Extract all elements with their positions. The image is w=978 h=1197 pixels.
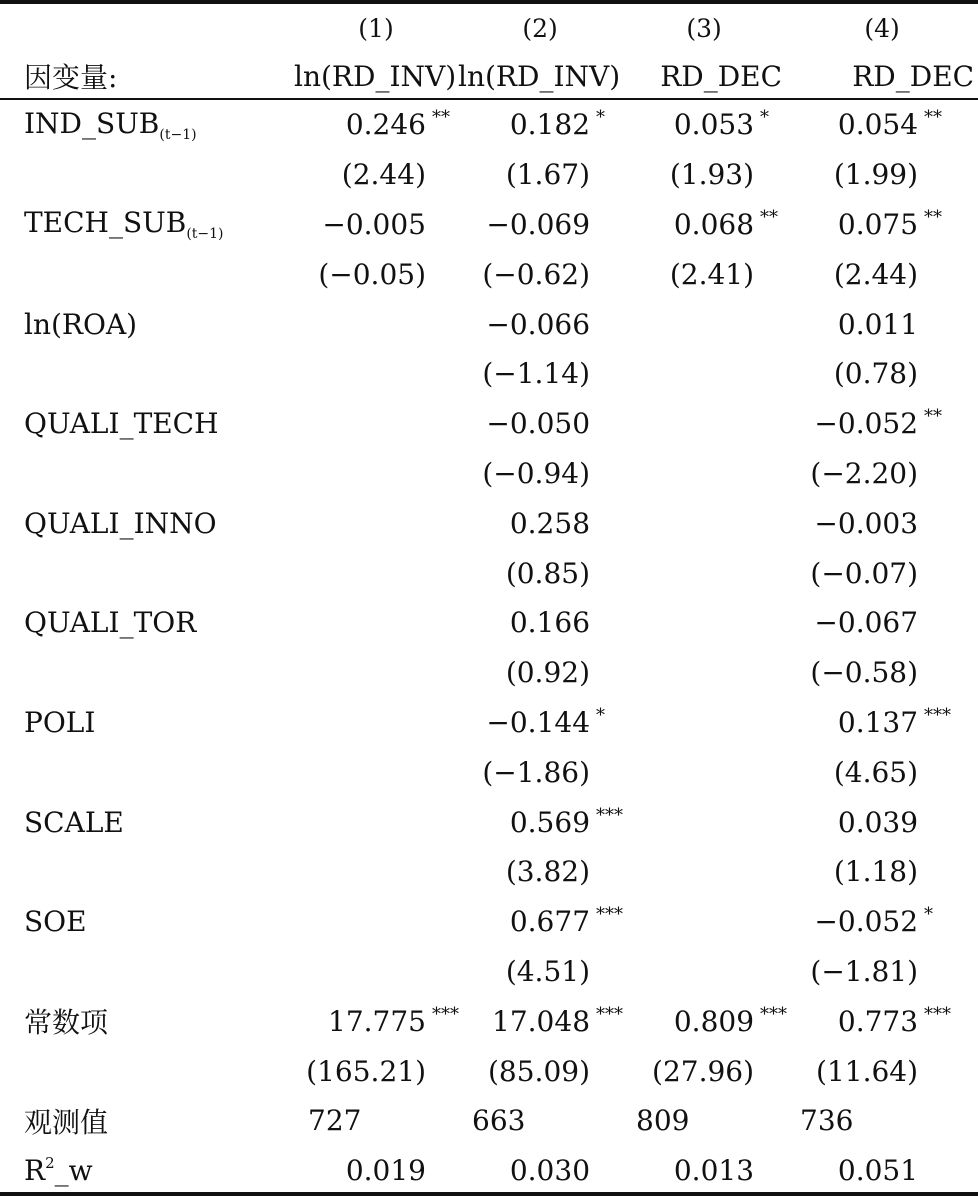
variable-name: ln(ROA) [24, 307, 138, 341]
spacer-cell [756, 150, 786, 200]
coefficient-value [622, 399, 756, 449]
t-statistic-value [622, 548, 756, 598]
significance-stars: *** [596, 804, 624, 826]
blank-label [0, 847, 294, 897]
significance-stars [756, 598, 786, 648]
coefficient-row [0, 598, 978, 648]
significance-stars [756, 797, 786, 847]
significance-stars: *** [924, 704, 952, 726]
significance-stars [428, 797, 458, 847]
t-statistic-row [0, 150, 978, 200]
spacer-cell [592, 847, 622, 897]
coefficient-row [0, 200, 978, 250]
column-number: (2) [522, 13, 558, 43]
r-squared-value: 0.019 [345, 1154, 426, 1188]
significance-stars [428, 100, 458, 150]
coefficient-value: 0.039 [837, 805, 919, 839]
spacer-cell [592, 150, 622, 200]
significance-stars [428, 399, 458, 449]
spacer-cell [920, 1146, 978, 1196]
significance-stars: *** [760, 1003, 788, 1025]
variable-label [0, 598, 294, 648]
coefficient-row [0, 797, 978, 847]
r-squared-symbol: R [24, 1154, 46, 1188]
t-statistic-value: (0.78) [833, 357, 919, 391]
t-statistic-value: (4.51) [505, 954, 591, 988]
blank-label [0, 349, 294, 399]
spacer-cell [920, 648, 978, 698]
variable-label [0, 498, 294, 548]
spacer-cell [428, 1046, 458, 1096]
coefficient-value [622, 598, 756, 648]
spacer-cell [756, 947, 786, 997]
spacer-cell [920, 747, 978, 797]
dependent-variable-label: 因变量: [24, 61, 118, 94]
spacer-cell [592, 449, 622, 499]
significance-stars [756, 498, 786, 548]
coefficient-row [0, 100, 978, 150]
observations-value: 727 [308, 1104, 362, 1138]
t-statistic-value [294, 349, 428, 399]
significance-stars [920, 399, 978, 449]
significance-stars [920, 598, 978, 648]
dependent-variable-name: RD_DEC [852, 59, 975, 93]
coefficient-value: 0.068 [673, 207, 755, 241]
spacer-cell [428, 847, 458, 897]
variable-lag-subscript: (t−1) [159, 126, 197, 143]
t-statistic-value: (−0.05) [318, 257, 426, 291]
spacer-cell [756, 1146, 786, 1196]
coefficient-value [622, 698, 756, 748]
observations-value: 663 [472, 1104, 526, 1138]
t-statistic-value: (2.44) [833, 257, 919, 291]
significance-stars [592, 897, 622, 947]
t-statistic-row [0, 947, 978, 997]
spacer-cell [756, 847, 786, 897]
t-statistic-row [0, 548, 978, 598]
spacer-cell [920, 947, 978, 997]
variable-label [0, 797, 294, 847]
significance-stars: *** [924, 1003, 952, 1025]
t-statistic-row [0, 847, 978, 897]
spacer-cell [428, 947, 458, 997]
coefficient-row [0, 498, 978, 548]
variable-label [0, 200, 294, 250]
spacer-cell [428, 150, 458, 200]
spacer-cell [920, 150, 978, 200]
t-statistic-value: (−1.86) [482, 755, 591, 789]
coefficient-value: −0.050 [486, 407, 591, 441]
spacer-cell [756, 249, 786, 299]
coefficient-value: −0.005 [322, 207, 426, 241]
coefficient-value: 0.258 [509, 506, 591, 540]
spacer-cell [592, 1046, 622, 1096]
spacer-cell [428, 349, 458, 399]
variable-name: POLI [24, 705, 96, 739]
t-statistic-value: (85.09) [488, 1054, 591, 1088]
dependent-variable-row [0, 52, 978, 100]
t-statistic-value [622, 747, 756, 797]
blank-label [0, 449, 294, 499]
significance-stars: *** [596, 904, 624, 926]
significance-stars [592, 498, 622, 548]
variable-lag-subscript: (t−1) [186, 226, 224, 243]
t-statistic-value [294, 847, 428, 897]
t-statistic-value [622, 847, 756, 897]
t-statistic-value: (−0.62) [482, 257, 591, 291]
spacer-cell [428, 548, 458, 598]
t-statistic-value [294, 947, 428, 997]
blank-label [0, 548, 294, 598]
significance-stars: *** [596, 1003, 624, 1025]
significance-stars [920, 897, 978, 947]
coefficient-value: 0.809 [673, 1004, 755, 1038]
coefficient-value [294, 698, 428, 748]
significance-stars: * [760, 107, 770, 129]
significance-stars [428, 996, 458, 1046]
t-statistic-value: (11.64) [816, 1054, 919, 1088]
coefficient-value: 0.246 [345, 108, 426, 142]
significance-stars [592, 399, 622, 449]
significance-stars [592, 200, 622, 250]
significance-stars [592, 100, 622, 150]
significance-stars: *** [432, 1003, 459, 1025]
variable-name: 常数项 [24, 1006, 109, 1040]
significance-stars [428, 200, 458, 250]
significance-stars: * [596, 704, 606, 726]
spacer-cell [920, 548, 978, 598]
coefficient-value [622, 797, 756, 847]
significance-stars [428, 698, 458, 748]
t-statistic-row [0, 1046, 978, 1096]
significance-stars [920, 299, 978, 349]
t-statistic-value: (−0.07) [810, 556, 919, 590]
variable-name: TECH_SUB [24, 206, 187, 240]
t-statistic-row [0, 449, 978, 499]
t-statistic-value: (−1.14) [482, 357, 591, 391]
significance-stars [756, 200, 786, 250]
observations-value: 809 [636, 1104, 690, 1138]
coefficient-value [294, 399, 428, 449]
dependent-variable-name: ln(RD_INV) [294, 59, 457, 93]
coefficient-row [0, 399, 978, 449]
spacer-cell [592, 747, 622, 797]
t-statistic-value: (2.41) [669, 257, 755, 291]
t-statistic-value: (2.44) [341, 158, 426, 192]
significance-stars: ** [760, 206, 779, 228]
t-statistic-value: (−2.20) [810, 456, 919, 490]
t-statistic-value: (−0.94) [482, 456, 591, 490]
significance-stars [428, 897, 458, 947]
significance-stars [756, 399, 786, 449]
variable-name: QUALI_INNO [24, 506, 217, 540]
coefficient-value: 0.137 [837, 705, 919, 739]
coefficient-value: 0.011 [837, 307, 919, 341]
t-statistic-value [622, 648, 756, 698]
coefficient-value [294, 598, 428, 648]
significance-stars [592, 996, 622, 1046]
t-statistic-value [294, 648, 428, 698]
column-number: (1) [358, 13, 394, 43]
significance-stars [592, 299, 622, 349]
coefficient-value: −0.052 [814, 407, 919, 441]
spacer-cell [428, 648, 458, 698]
t-statistic-value: (1.93) [669, 158, 755, 192]
variable-name: QUALI_TOR [24, 606, 197, 640]
significance-stars [920, 100, 978, 150]
spacer-cell [920, 847, 978, 897]
spacer-cell [592, 648, 622, 698]
spacer-cell [756, 349, 786, 399]
significance-stars: ** [924, 406, 943, 428]
coefficient-value: −0.144 [486, 705, 591, 739]
r-squared-value: 0.013 [673, 1154, 755, 1188]
variable-label [0, 100, 294, 150]
t-statistic-value: (1.67) [505, 158, 591, 192]
spacer-cell [592, 548, 622, 598]
spacer-cell [920, 249, 978, 299]
spacer-cell [920, 349, 978, 399]
significance-stars: * [596, 107, 606, 129]
significance-stars [756, 897, 786, 947]
significance-stars [756, 299, 786, 349]
observations-row [0, 1096, 978, 1146]
variable-name: QUALI_TECH [24, 407, 219, 441]
t-statistic-value: (−1.81) [810, 954, 919, 988]
t-statistic-value: (0.85) [505, 556, 591, 590]
coefficient-value: −0.052 [814, 905, 919, 939]
spacer-cell [428, 747, 458, 797]
t-statistic-row [0, 747, 978, 797]
significance-stars [920, 498, 978, 548]
coefficient-value: 0.677 [509, 905, 591, 939]
coefficient-value: 0.773 [837, 1004, 919, 1038]
t-statistic-value [622, 349, 756, 399]
significance-stars [428, 299, 458, 349]
coefficient-value: 0.053 [673, 108, 755, 142]
blank-label [0, 249, 294, 299]
t-statistic-value: (4.65) [833, 755, 919, 789]
r-squared-suffix: _w [54, 1154, 93, 1188]
significance-stars [428, 498, 458, 548]
t-statistic-value: (0.92) [505, 656, 591, 690]
spacer-cell [756, 1046, 786, 1096]
observations-value: 736 [800, 1104, 854, 1138]
variable-label [0, 897, 294, 947]
t-statistic-value: (1.18) [833, 855, 919, 889]
spacer-cell [428, 449, 458, 499]
t-statistic-value [294, 548, 428, 598]
significance-stars [428, 598, 458, 648]
spacer-cell [756, 747, 786, 797]
significance-stars [920, 698, 978, 748]
t-statistic-value: (3.82) [505, 855, 591, 889]
significance-stars [756, 100, 786, 150]
r-squared-label [0, 1146, 294, 1196]
spacer-cell [428, 1146, 458, 1196]
variable-name: SOE [24, 905, 87, 939]
coefficient-value: −0.067 [814, 606, 919, 640]
coefficient-value: 17.048 [492, 1004, 591, 1038]
variable-label [0, 996, 294, 1046]
spacer-cell [592, 1146, 622, 1196]
dependent-variable-name: RD_DEC [660, 59, 783, 93]
coefficient-value: 0.182 [509, 108, 591, 142]
t-statistic-value [622, 947, 756, 997]
coefficient-row [0, 698, 978, 748]
significance-stars [920, 996, 978, 1046]
spacer-cell [592, 947, 622, 997]
coefficient-value [622, 897, 756, 947]
t-statistic-value: (1.99) [833, 158, 919, 192]
coefficient-value [294, 299, 428, 349]
coefficient-value [622, 498, 756, 548]
variable-label [0, 299, 294, 349]
significance-stars [920, 200, 978, 250]
blank-label [0, 150, 294, 200]
t-statistic-value [294, 449, 428, 499]
blank-label [0, 648, 294, 698]
coefficient-value: −0.003 [814, 506, 919, 540]
t-statistic-value [294, 747, 428, 797]
spacer-cell [920, 1046, 978, 1096]
spacer-cell [592, 349, 622, 399]
significance-stars: * [924, 904, 934, 926]
significance-stars: ** [924, 206, 943, 228]
t-statistic-value: (−0.58) [810, 656, 919, 690]
spacer-cell [920, 449, 978, 499]
coefficient-row [0, 299, 978, 349]
r-squared-value: 0.051 [837, 1154, 919, 1188]
spacer-cell [756, 449, 786, 499]
column-number: (4) [864, 13, 900, 43]
coefficient-value: −0.066 [486, 307, 591, 341]
t-statistic-value: (27.96) [652, 1054, 755, 1088]
spacer-cell [428, 249, 458, 299]
variable-name: SCALE [24, 805, 124, 839]
coefficient-value [294, 797, 428, 847]
coefficient-value: 0.054 [837, 108, 919, 142]
coefficient-value [622, 299, 756, 349]
significance-stars [756, 698, 786, 748]
dependent-variable-name: ln(RD_INV) [458, 59, 621, 93]
coefficient-value: 0.075 [837, 207, 919, 241]
blank-label [0, 747, 294, 797]
coefficient-row [0, 897, 978, 947]
significance-stars [920, 797, 978, 847]
variable-label [0, 698, 294, 748]
column-number-row [0, 0, 978, 52]
r-squared-row [0, 1146, 978, 1196]
column-number: (3) [686, 13, 722, 43]
t-statistic-value [622, 449, 756, 499]
coefficient-row [0, 996, 978, 1046]
blank-label [0, 1046, 294, 1096]
variable-label [0, 399, 294, 449]
significance-stars [756, 996, 786, 1046]
significance-stars [592, 797, 622, 847]
coefficient-value: 17.775 [328, 1004, 426, 1038]
significance-stars: ** [924, 107, 943, 129]
coefficient-value [294, 897, 428, 947]
coefficient-value: −0.069 [486, 207, 591, 241]
significance-stars: ** [432, 107, 450, 129]
coefficient-value [294, 498, 428, 548]
coefficient-value: 0.569 [509, 805, 591, 839]
table-body [0, 100, 978, 1196]
t-statistic-row [0, 349, 978, 399]
significance-stars [592, 598, 622, 648]
spacer-cell [592, 249, 622, 299]
r-squared-value: 0.030 [509, 1154, 591, 1188]
blank-label [0, 947, 294, 997]
observations-label: 观测值 [24, 1105, 109, 1139]
t-statistic-row [0, 648, 978, 698]
significance-stars [592, 698, 622, 748]
t-statistic-value: (165.21) [306, 1054, 426, 1088]
r-squared-superscript: 2 [45, 1154, 55, 1173]
spacer-cell [756, 648, 786, 698]
coefficient-value: 0.166 [509, 606, 591, 640]
spacer-cell [756, 548, 786, 598]
variable-name: IND_SUB [24, 106, 160, 140]
t-statistic-row [0, 249, 978, 299]
